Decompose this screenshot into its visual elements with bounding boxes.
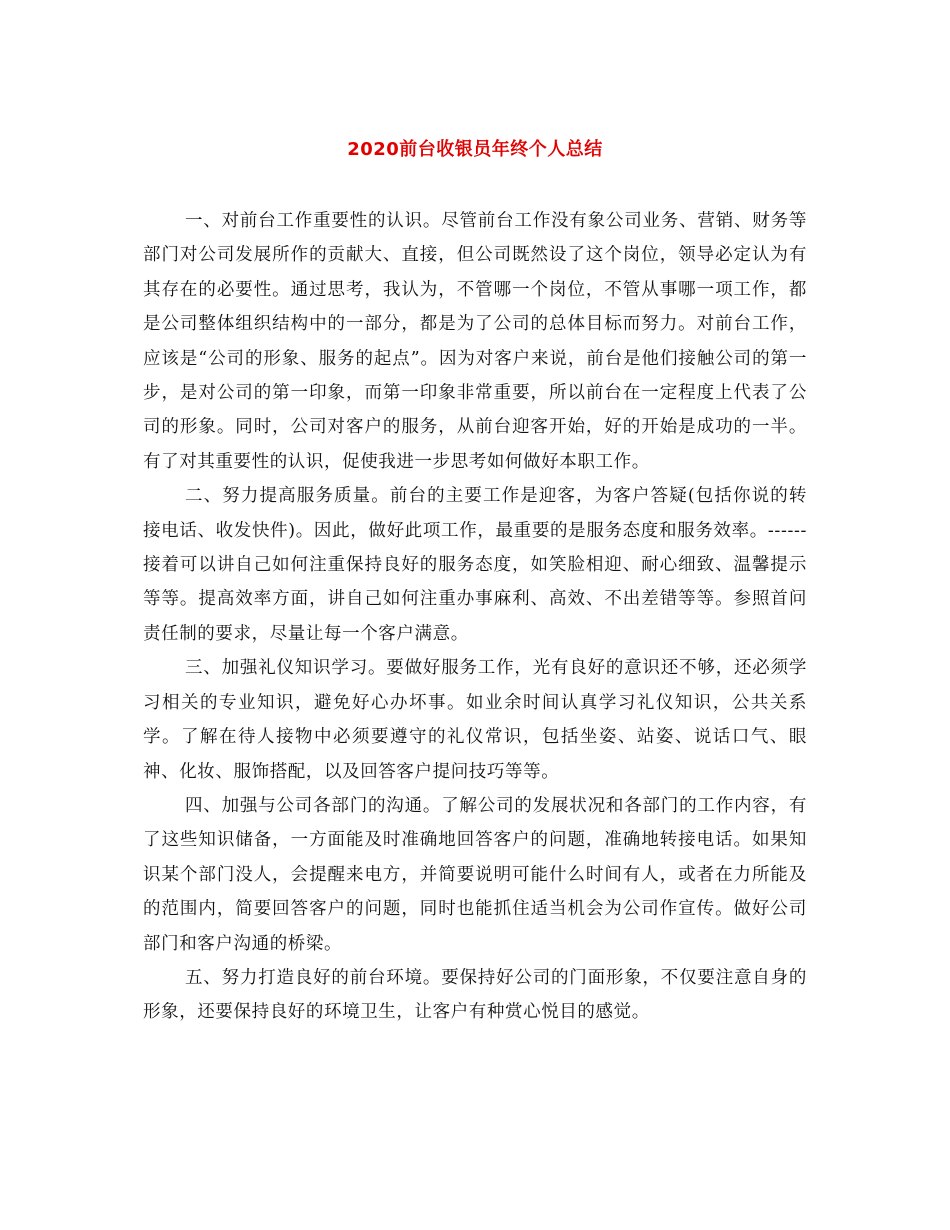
paragraph-3: 三、加强礼仪知识学习。要做好服务工作，光有良好的意识还不够，还必须学习相关的专业知识，避免好心办坏事。如业余时间认真学习礼仪知识，公共关系学。了解在待人接物中必须要遵守的礼仪常识，包括坐姿、站姿、说话口气、眼神、化妆、服饰搭配，以及回答客户提问技巧等等。	[143, 658, 807, 782]
paragraph-4: 四、加强与公司各部门的沟通。了解公司的发展状况和各部门的工作内容，有了这些知识储备，一方面能及时准确地回答客户的问题，准确地转接电话。如果知识某个部门没人，会提醒来电方，并简要说明可能什么时间有人，或者在力所能及的范围内，简要回答客户的问题，同时也能抓住适当机会为公司作宣传。做好公司部门和客户沟通的桥梁。	[143, 795, 807, 954]
document-title: 2020前台收银员年终个人总结	[347, 139, 603, 160]
paragraph-5: 五、努力打造良好的前台环境。要保持好公司的门面形象，不仅要注意自身的形象，还要保持良好的环境卫生，让客户有种赏心悦目的感觉。	[143, 967, 807, 1023]
paragraph-2: 二、努力提高服务质量。前台的主要工作是迎客，为客户答疑(包括你说的转接电话、收发快件)。因此，做好此项工作，最重要的是服务态度和服务效率。------接着可以讲自己如何注重保持良好的服务态度，如笑脸相迎、耐心细致、温馨提示等等。提高效率方面，讲自己如何注重办事麻利、高效、不出差错等等。参照首问责任制的要求，尽量让每一个客户满意。	[143, 486, 807, 644]
document-body	[143, 204, 807, 1030]
paragraph-1: 一、对前台工作重要性的认识。尽管前台工作没有象公司业务、营销、财务等部门对公司发展所作的贡献大、直接，但公司既然设了这个岗位，领导必定认为有其存在的必要性。通过思考，我认为，不管哪一个岗位，不管从事哪一项工作，都是公司整体组织结构中的一部分，都是为了公司的总体目标而努力。对前台工作，应该是“公司的形象、服务的起点”。因为对客户来说，前台是他们接触公司的第一步，是对公司的第一印象，而第一印象非常重要，所以前台在一定程度上代表了公司的形象。同时，公司对客户的服务，从前台迎客开始，好的开始是成功的一半。有了对其重要性的认识，促使我进一步思考如何做好本职工作。	[143, 211, 807, 472]
